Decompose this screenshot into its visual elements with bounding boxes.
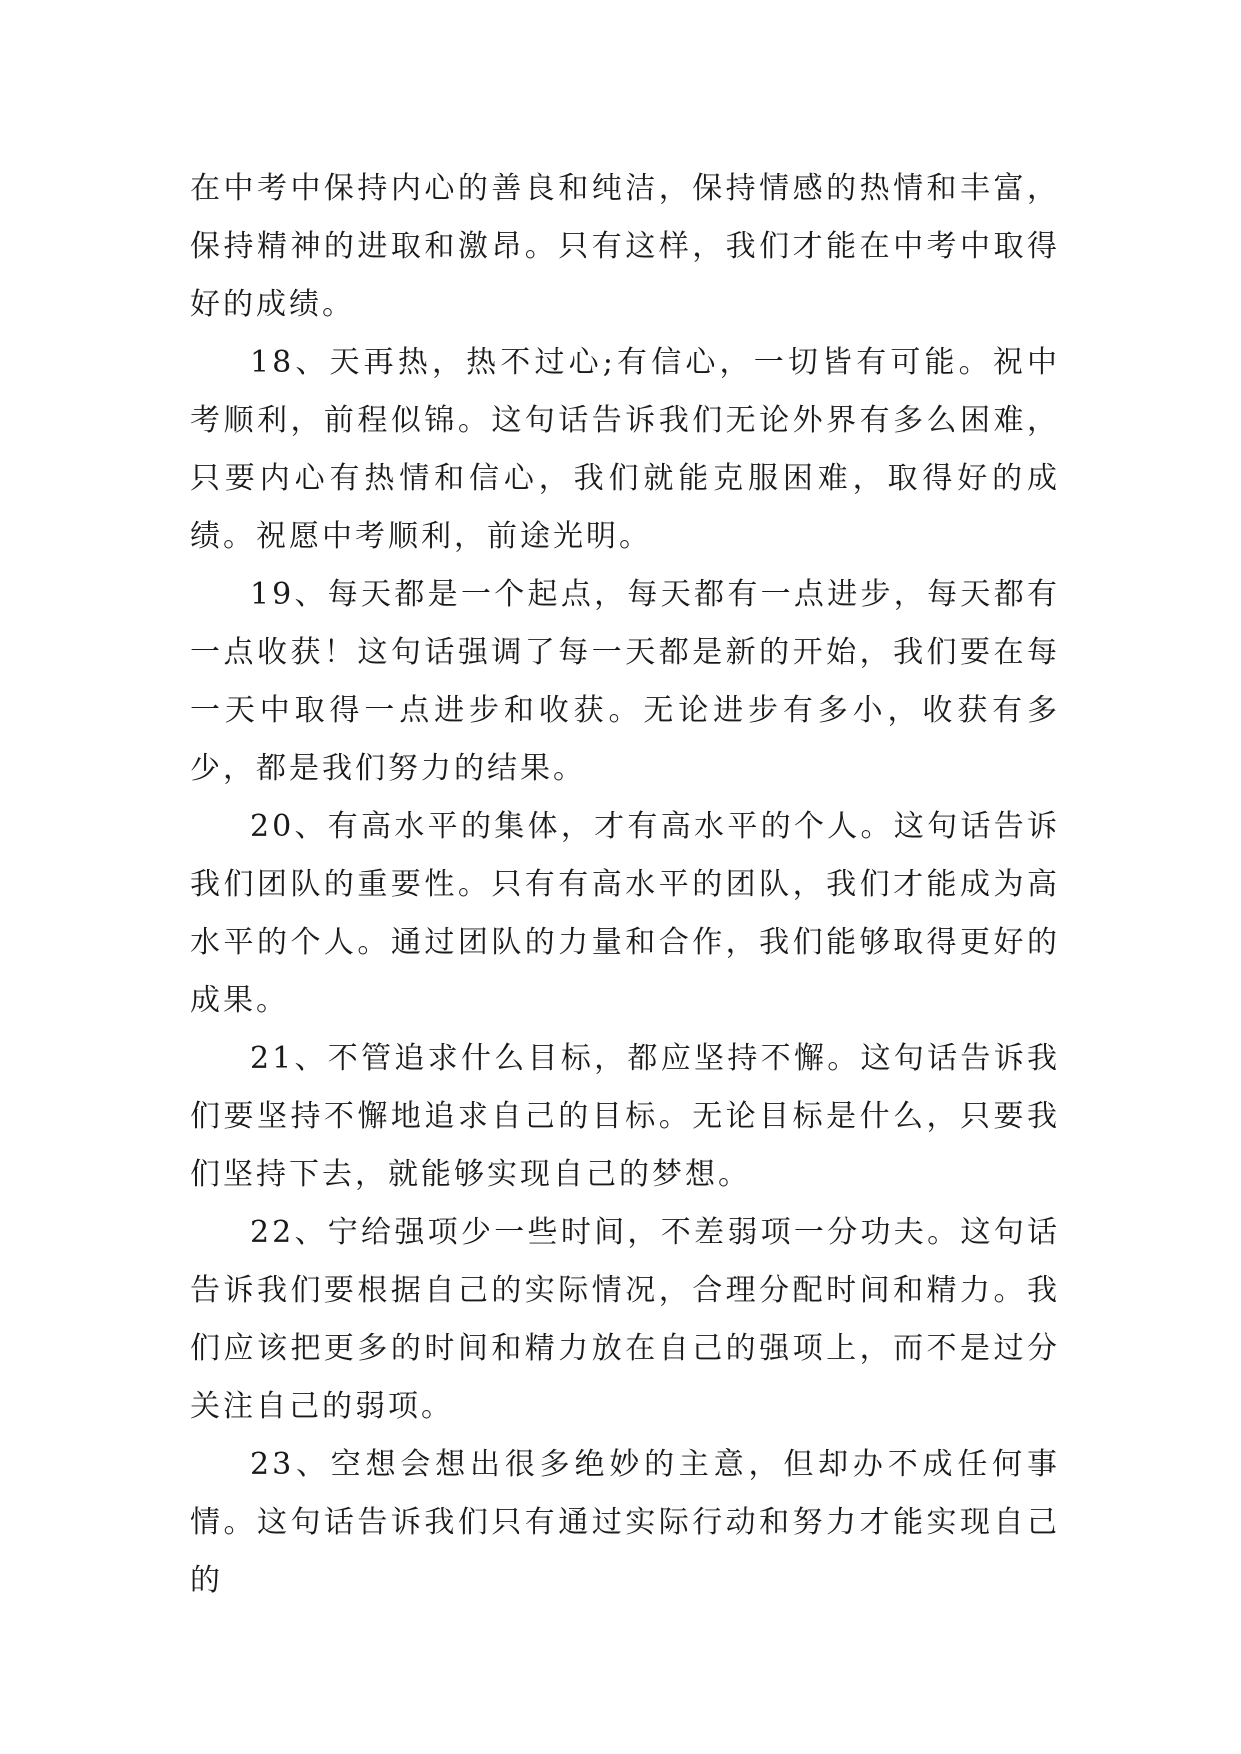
document-body	[190, 160, 1060, 1610]
paragraph-item-20: 20、有高水平的集体，才有高水平的个人。这句话告诉我们团队的重要性。只有有高水平的团队，我们才能成为高水平的个人。通过团队的力量和合作，我们能够取得更好的成果。	[190, 809, 1060, 1018]
paragraph-item-22: 22、宁给强项少一些时间，不差弱项一分功夫。这句话告诉我们要根据自己的实际情况，合理分配时间和精力。我们应该把更多的时间和精力放在自己的强项上，而不是过分关注自己的弱项。	[190, 1215, 1060, 1424]
paragraph-continuation: 在中考中保持内心的善良和纯洁，保持情感的热情和丰富，保持精神的进取和激昂。只有这样，我们才能在中考中取得好的成绩。	[190, 171, 1060, 322]
paragraph-item-18: 18、天再热，热不过心;有信心，一切皆有可能。祝中考顺利，前程似锦。这句话告诉我们无论外界有多么困难，只要内心有热情和信心，我们就能克服困难，取得好的成绩。祝愿中考顺利，前途光明。	[190, 345, 1060, 554]
paragraph-item-21: 21、不管追求什么目标，都应坚持不懈。这句话告诉我们要坚持不懈地追求自己的目标。无论目标是什么，只要我们坚持下去，就能够实现自己的梦想。	[190, 1041, 1060, 1192]
paragraph-item-23: 23、空想会想出很多绝妙的主意，但却办不成任何事情。这句话告诉我们只有通过实际行动和努力才能实现自己的	[190, 1447, 1060, 1598]
paragraph-item-19: 19、每天都是一个起点，每天都有一点进步，每天都有一点收获！这句话强调了每一天都是新的开始，我们要在每一天中取得一点进步和收获。无论进步有多小，收获有多少，都是我们努力的结果。	[190, 577, 1060, 786]
